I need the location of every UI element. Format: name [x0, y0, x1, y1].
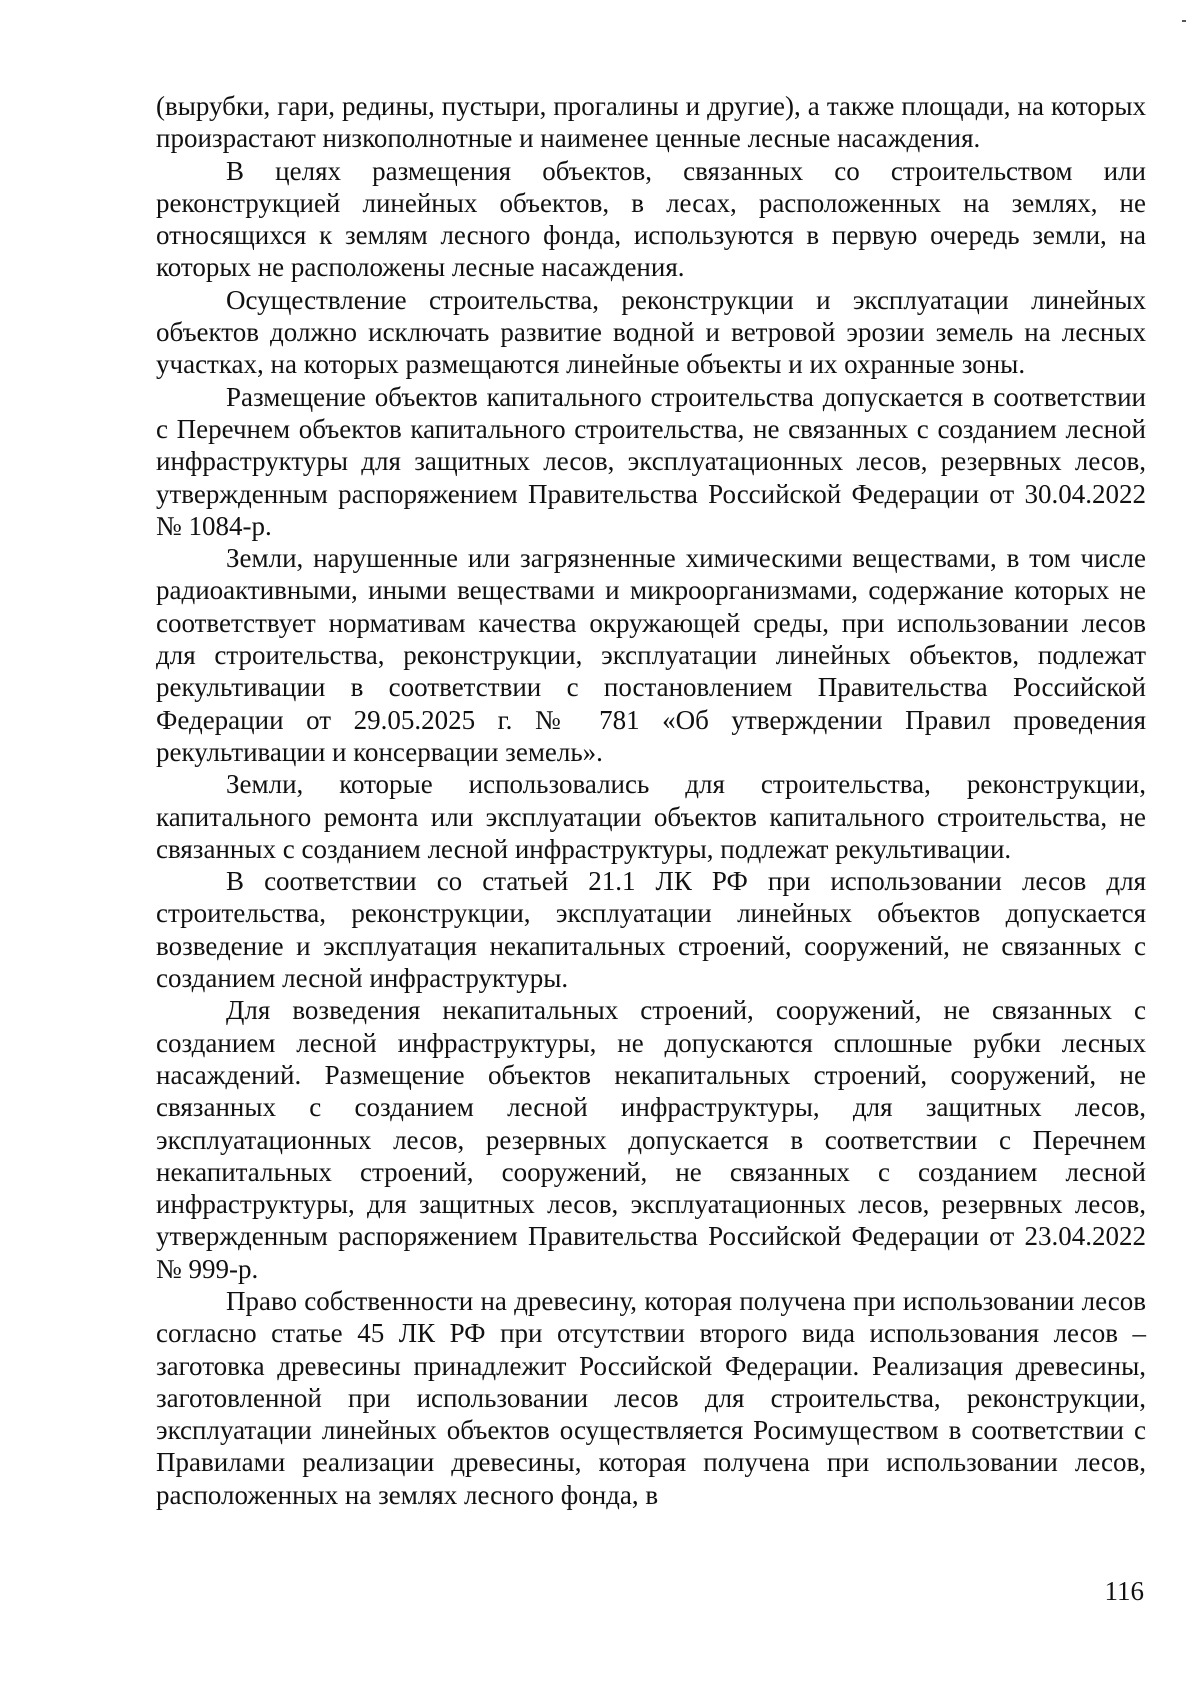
paragraph-contaminated-lands: Земли, нарушенные или загрязненные химическими веществами, в том числе радиоактивными, иными веществами и микроорганизмами, содержание которых не соответствует нормативам качества окружающей среды, при использовании лесов для строительства, реконструкции, эксплуатации линейных объектов, подлежат рекультивации в соответствии с постановлением Правительства Российской Федерации от 29.05.2025 г. № 781 «Об утверждении Правил проведения рекультивации и консервации земель».	[156, 543, 1146, 767]
paragraph-capital-construction: Размещение объектов капитального строительства допускается в соответствии с Перечнем объектов капитального строительства, не связанных с созданием лесной инфраструктуры для защитных лесов, эксплуатационных лесов, резервных лесов, утвержденным распоряжением Правительства Российской Федерации от 30.04.2022 № 1084-р.	[156, 381, 1146, 541]
page-number: 116	[1104, 1576, 1144, 1606]
paragraph-timber-ownership: Право собственности на древесину, которая получена при использовании лесов согласно статье 45 ЛК РФ при отсутствии второго вида использования лесов – заготовка древесины принадлежит Российской Федерации. Реализация древесины, заготовленной при использовании лесов для строительства, реконструкции, эксплуатации линейных объектов осуществляется Росимуществом в соответствии с Правилами реализации древесины, которая получена при использовании лесов, расположенных на землях лесного фонда, в	[156, 1285, 1146, 1510]
paragraph-non-capital-structures: Для возведения некапитальных строений, сооружений, не связанных с созданием лесной инфраструктуры, не допускаются сплошные рубки лесных насаждений. Размещение объектов некапитальных строений, сооружений, не связанных с созданием лесной инфраструктуры, для защитных лесов, эксплуатационных лесов, резервных допускается в соответствии с Перечнем некапитальных строений, сооружений, не связанных с созданием лесной инфраструктуры, для защитных лесов, эксплуатационных лесов, резервных лесов, утвержденным распоряжением Правительства Российской Федерации от 23.04.2022 № 999-р.	[156, 995, 1146, 1284]
paragraph-article-21-1: В соответствии со статьей 21.1 ЛК РФ при использовании лесов для строительства, реконструкции, эксплуатации линейных объектов допускается возведение и эксплуатация некапитальных строений, сооружений, не связанных с созданием лесной инфраструктуры.	[156, 866, 1146, 994]
document-body	[156, 90, 1146, 1511]
paragraph-linear-objects-placement: В целях размещения объектов, связанных со строительством или реконструкцией линейных объектов, в лесах, расположенных на землях, не относящихся к землям лесного фонда, используются в первую очередь земли, на которых не расположены лесные насаждения.	[156, 155, 1146, 283]
paragraph-erosion-prevention: Осуществление строительства, реконструкции и эксплуатации линейных объектов должно исключать развитие водной и ветровой эрозии земель на лесных участках, на которых размещаются линейные объекты и их охранные зоны.	[156, 284, 1146, 380]
paragraph-continuation: (вырубки, гари, редины, пустыри, прогалины и другие), а также площади, на которых произрастают низкополнотные и наименее ценные лесные насаждения.	[156, 91, 1146, 154]
scan-speck	[1182, 20, 1186, 22]
paragraph-land-recultivation: Земли, которые использовались для строительства, реконструкции, капитального ремонта или эксплуатации объектов капитального строительства, не связанных с созданием лесной инфраструктуры, подлежат рекультивации.	[156, 769, 1146, 864]
